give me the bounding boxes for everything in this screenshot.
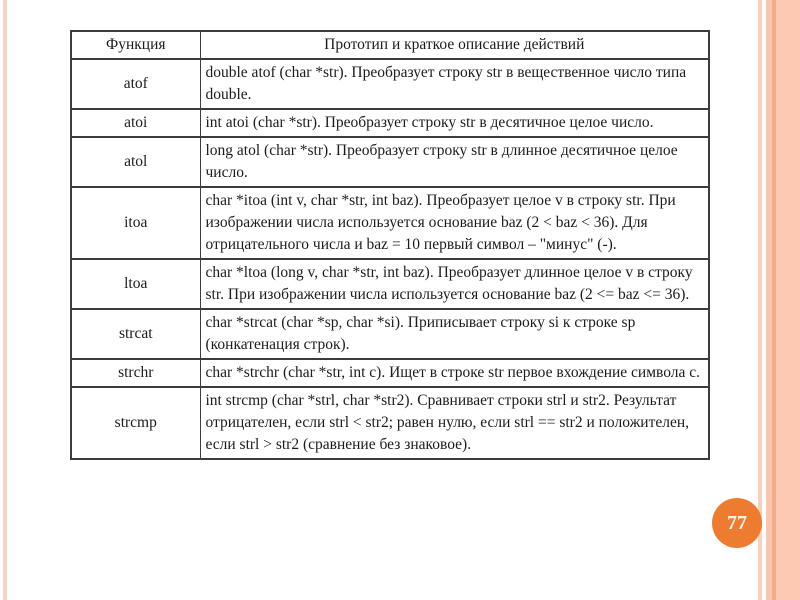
description-cell: char *ltoa (long v, char *str, int baz). Преобразует длинное целое v в строку str. При изображении числа используется основание baz (2 <= baz <= 36). xyxy=(200,259,709,309)
function-name-cell: itoa xyxy=(71,187,200,259)
function-name-cell: atoi xyxy=(71,109,200,137)
left-edge-stripe xyxy=(3,0,7,600)
description-cell: int strcmp (char *strl, char *str2). Сравнивает строки strl и str2. Результат отрицателен, если strl < str2; равен нулю, если strl == str2 и положителен, если strl > str2 (сравнение без знаковое). xyxy=(200,387,709,459)
column-header-function: Функция xyxy=(71,31,200,59)
table-row xyxy=(71,259,709,309)
function-name-cell: atol xyxy=(71,137,200,187)
column-header-prototype: Прототип и краткое описание действий xyxy=(200,31,709,59)
table-row xyxy=(71,109,709,137)
description-cell: char *strchr (char *str, int c). Ищет в строке str первое вхождение символа c. xyxy=(200,359,709,387)
table-row xyxy=(71,59,709,109)
function-name-cell: strcmp xyxy=(71,387,200,459)
page-number-badge xyxy=(712,498,762,548)
table-row xyxy=(71,359,709,387)
function-name-cell: atof xyxy=(71,59,200,109)
description-cell: double atof (char *str). Преобразует строку str в вещественное число типа double. xyxy=(200,59,709,109)
page-number: 77 xyxy=(727,511,747,534)
functions-table xyxy=(70,30,710,460)
function-name-cell: ltoa xyxy=(71,259,200,309)
table-row xyxy=(71,137,709,187)
function-name-cell: strchr xyxy=(71,359,200,387)
table-row xyxy=(71,187,709,259)
description-cell: int atoi (char *str). Преобразует строку str в десятичное целое число. xyxy=(200,109,709,137)
description-cell: char *strcat (char *sp, char *si). Приписывает строку si к строке sp (конкатенация строк). xyxy=(200,309,709,359)
right-edge-stripe-band xyxy=(776,0,800,600)
table-body xyxy=(71,59,709,459)
description-cell: long atol (char *str). Преобразует строку str в длинное десятичное целое число. xyxy=(200,137,709,187)
description-cell: char *itoa (int v, char *str, int baz). Преобразует целое v в строку str. При изображении числа используется основание baz (2 < baz < 36). Для отрицательного числа и baz = 10 первый символ – "минус" (-). xyxy=(200,187,709,259)
function-name-cell: strcat xyxy=(71,309,200,359)
table-row xyxy=(71,387,709,459)
table-row xyxy=(71,309,709,359)
table-header-row xyxy=(71,31,709,59)
